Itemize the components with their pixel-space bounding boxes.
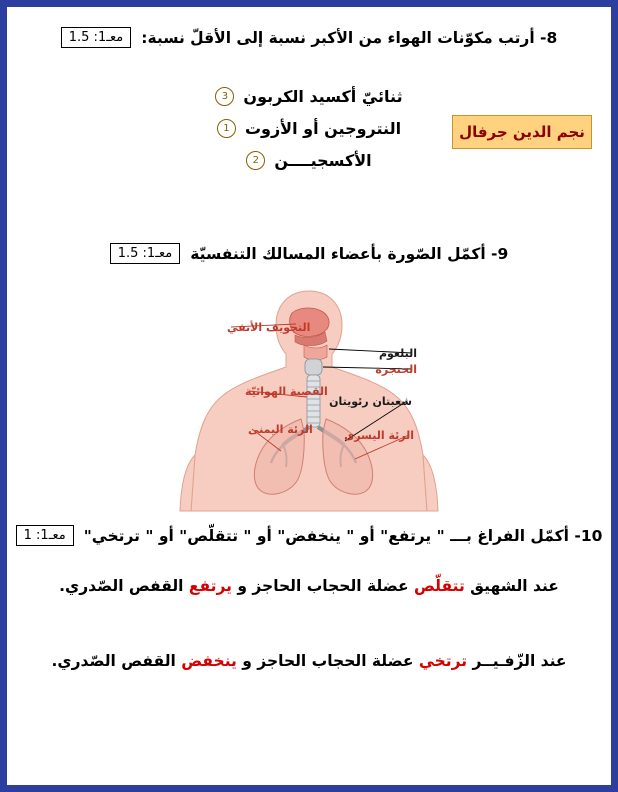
answer-label: ثنائيّ أكسيد الكربون	[243, 87, 403, 106]
answer-sentence-inhalation	[7, 577, 611, 595]
page-content	[7, 7, 611, 785]
sentence2-fill1: ترتخي	[418, 652, 468, 670]
sentence2-fill2: ينخفض	[181, 652, 237, 670]
sentence2-part2: عضلة الحجاب الحاجز و	[242, 652, 414, 670]
sentence2-part1: عند الزّفـيــر	[472, 652, 567, 670]
answer-rank: 3	[215, 87, 234, 106]
label-trachea: القصبة الهوائيّة	[245, 385, 328, 398]
answer-label: النتروجين أو الأزوت	[244, 119, 402, 138]
question-10-header	[7, 525, 611, 546]
trachea-shape	[307, 375, 320, 427]
sentence1-fill2: يرتفع	[188, 577, 232, 595]
question-8-mark: معـ1: 1.5	[61, 27, 132, 48]
label-pharynx: البلعوم	[378, 347, 417, 360]
label-nasal-cavity: التجويف الأنفي	[227, 321, 311, 334]
larynx-shape	[305, 359, 322, 375]
answer-rank: 1	[217, 119, 236, 138]
sentence1-fill1: تتقلّص	[413, 577, 465, 595]
question-8-header	[7, 27, 611, 48]
label-left-lung: الرئة اليسرى	[344, 429, 414, 442]
question-9-mark: معـ1: 1.5	[110, 243, 181, 264]
respiratory-system-figure	[7, 279, 611, 519]
answer-row	[7, 151, 611, 170]
answer-label: الأكسجيــــن	[274, 151, 372, 170]
label-bronchi: شعبتان رئويتان	[329, 395, 412, 408]
question-9-text: 9- أكمّل الصّورة بأعضاء المسالك التنفسيّة	[190, 244, 509, 263]
question-10-text: 10- أكمّل الفراغ بـــ " يرتفع" أو " ينخفض" أو " تتقلّص" أو " ترتخي"	[83, 526, 603, 545]
sentence1-part2: عضلة الحجاب الحاجز و	[237, 577, 409, 595]
label-larynx: الحنجرة	[375, 363, 417, 376]
sentence2-part3: القفص الصّدري.	[51, 652, 176, 670]
author-name-tag: نجم الدين جرفال	[452, 115, 592, 149]
question-9-header	[7, 243, 611, 264]
question-8-text: 8- أرتب مكوّنات الهواء من الأكبر نسبة إلى الأقلّ نسبة:	[141, 28, 558, 47]
answer-rank: 2	[246, 151, 265, 170]
label-right-lung: الرئة اليمنى	[248, 423, 313, 436]
question-10-mark: معـ1: 1	[16, 525, 74, 546]
answer-row	[7, 87, 611, 106]
sentence1-part1: عند الشهيق	[470, 577, 559, 595]
answer-sentence-exhalation	[7, 652, 611, 670]
sentence1-part3: القفص الصّدري.	[59, 577, 184, 595]
